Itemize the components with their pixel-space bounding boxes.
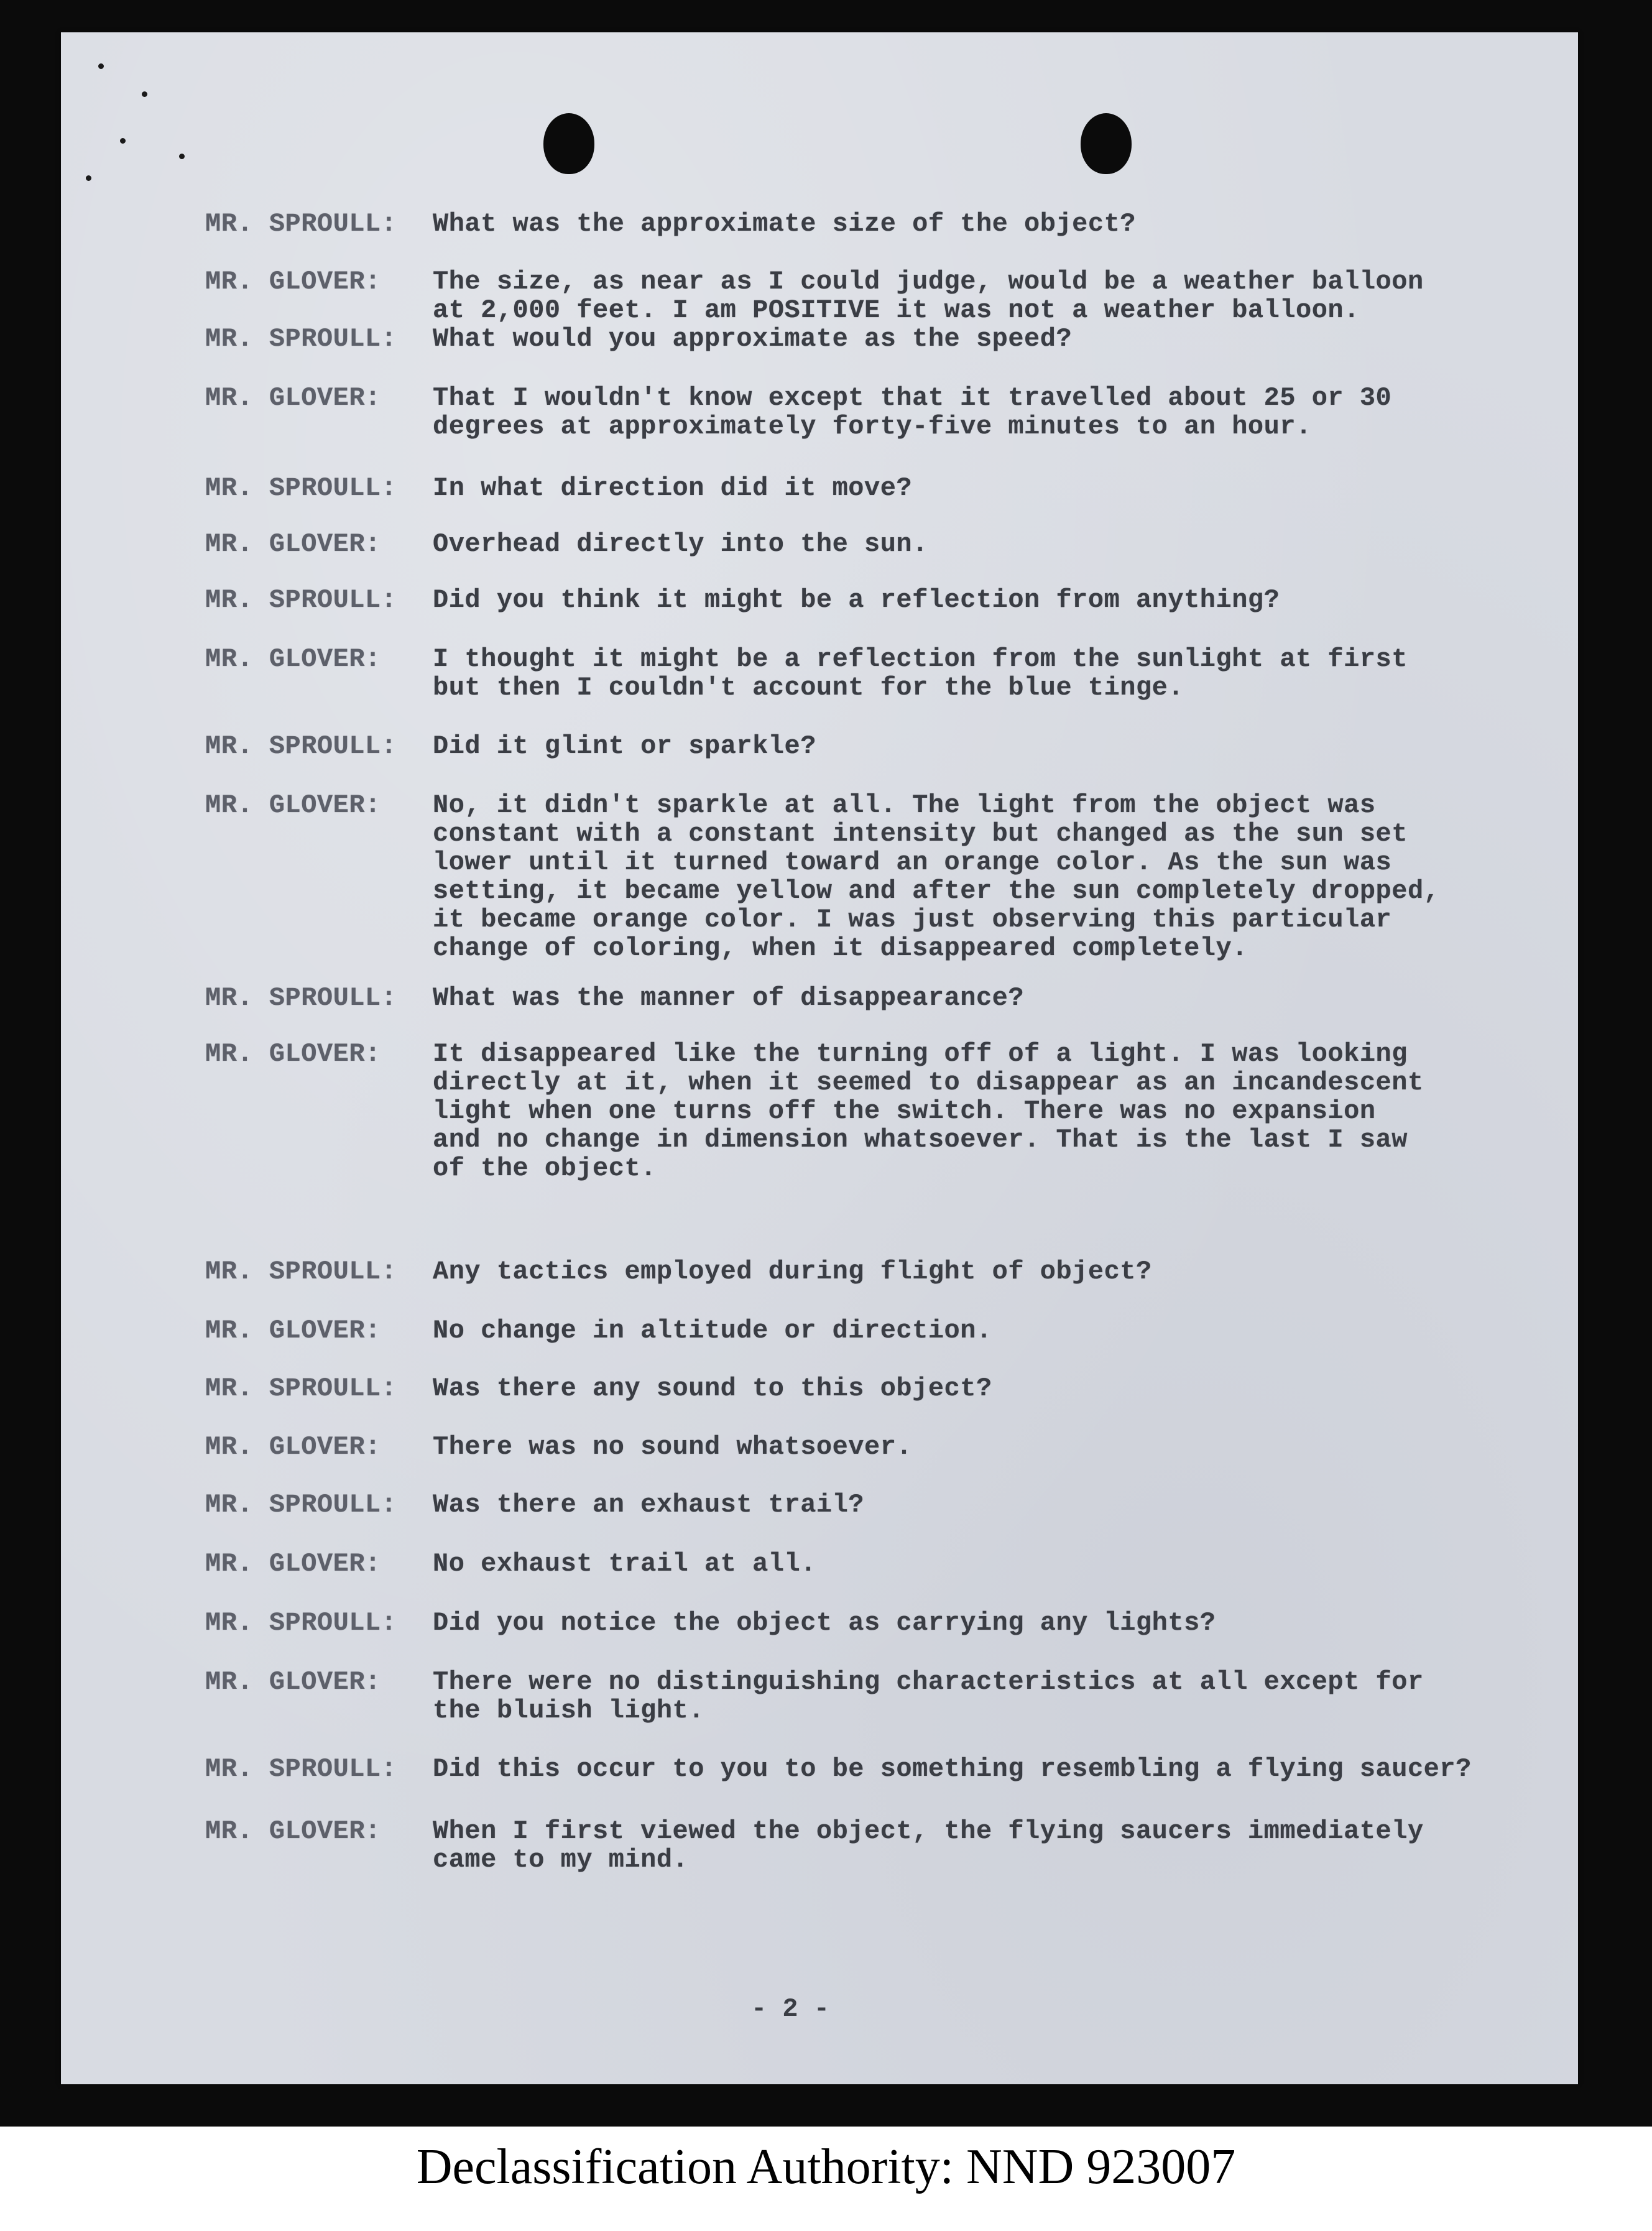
speech-text: Was there any sound to this object? [433, 1374, 992, 1403]
speech-text: The size, as near as I could judge, would be a weather balloon at 2,000 feet. I am POSITIVE it was not a weather balloon. [433, 267, 1424, 325]
speech-text: Was there an exhaust trail? [433, 1490, 865, 1520]
speech-text: No exhaust trail at all. [433, 1549, 816, 1579]
speaker-label: MR. SPROULL: [205, 731, 397, 761]
transcript-exchange [205, 1316, 1541, 1345]
transcript-exchange [205, 1257, 1541, 1286]
transcript-exchange [205, 384, 1541, 441]
speaker-label: MR. GLOVER: [205, 790, 381, 820]
speech-text: Did this occur to you to be something resembling a flying saucer? [433, 1754, 1472, 1784]
transcript-exchange [205, 1040, 1541, 1183]
speech-text: Did it glint or sparkle? [433, 731, 816, 761]
speech-text: Any tactics employed during flight of object? [433, 1257, 1152, 1286]
page-number: - 2 - [751, 1994, 830, 2024]
speech-text: It disappeared like the turning off of a light. I was looking directly at it, when it seemed to disappear as an incandescent light when one turns off the switch. There was no expansion and no change in dimension whatsoever. That is the last I saw of the object. [433, 1039, 1424, 1183]
speech-text: No change in altitude or direction. [433, 1316, 992, 1346]
speech-text: When I first viewed the object, the flying saucers immediately came to my mind. [433, 1816, 1424, 1875]
speech-text: That I wouldn't know except that it travelled about 25 or 30 degrees at approximately forty-five minutes to an hour. [433, 383, 1392, 441]
speaker-label: MR. SPROULL: [205, 585, 397, 615]
transcript-exchange [205, 1550, 1541, 1578]
transcript-exchange [205, 325, 1541, 353]
speaker-label: MR. SPROULL: [205, 1490, 397, 1520]
speech-text: In what direction did it move? [433, 473, 913, 503]
transcript-exchange [205, 1374, 1541, 1403]
speaker-label: MR. SPROULL: [205, 473, 397, 503]
speech-text: Did you think it might be a reflection from anything? [433, 585, 1280, 615]
interview-transcript [61, 32, 1578, 2084]
speech-text: I thought it might be a reflection from the sunlight at first but then I couldn't account for the blue tinge. [433, 644, 1408, 703]
speech-text: Overhead directly into the sun. [433, 529, 928, 559]
transcript-exchange [205, 530, 1541, 558]
speaker-label: MR. SPROULL: [205, 209, 397, 239]
speaker-label: MR. GLOVER: [205, 1316, 381, 1346]
speaker-label: MR. GLOVER: [205, 529, 381, 559]
speaker-label: MR. GLOVER: [205, 1549, 381, 1579]
speaker-label: MR. SPROULL: [205, 1257, 397, 1286]
speech-text: There was no sound whatsoever. [433, 1432, 913, 1462]
speaker-label: MR. SPROULL: [205, 983, 397, 1013]
transcript-exchange [205, 1490, 1541, 1519]
speech-text: Did you notice the object as carrying any lights? [433, 1608, 1216, 1638]
speaker-label: MR. SPROULL: [205, 1754, 397, 1784]
speaker-label: MR. GLOVER: [205, 383, 381, 413]
speaker-label: MR. SPROULL: [205, 324, 397, 354]
speaker-label: MR. SPROULL: [205, 1608, 397, 1638]
speaker-label: MR. GLOVER: [205, 267, 381, 297]
speech-text: What was the manner of disappearance? [433, 983, 1025, 1013]
transcript-exchange [205, 1668, 1541, 1725]
transcript-exchange [205, 267, 1541, 325]
speaker-label: MR. GLOVER: [205, 1667, 381, 1697]
speech-text: What would you approximate as the speed? [433, 324, 1073, 354]
speaker-label: MR. GLOVER: [205, 1039, 381, 1069]
speaker-label: MR. SPROULL: [205, 1374, 397, 1403]
document-page [61, 32, 1578, 2084]
transcript-exchange [205, 474, 1541, 502]
transcript-exchange [205, 645, 1541, 702]
speech-text: No, it didn't sparkle at all. The light from the object was constant with a constant intensity but changed as the sun set lower until it turned toward an orange color. As the sun was setting, it became yellow and after the sun completely dropped, it became orange color. I was just observing this particular change of coloring, when it disappeared completely. [433, 790, 1440, 963]
transcript-exchange [205, 1817, 1541, 1874]
speech-text: What was the approximate size of the object? [433, 209, 1136, 239]
speech-text: There were no distinguishing characteristics at all except for the bluish light. [433, 1667, 1424, 1725]
transcript-exchange [205, 791, 1541, 963]
transcript-exchange [205, 586, 1541, 614]
transcript-exchange [205, 732, 1541, 760]
transcript-exchange [205, 984, 1541, 1012]
transcript-exchange [205, 210, 1541, 238]
declassification-caption: Declassification Authority: NND 923007 [416, 2140, 1236, 2194]
speaker-label: MR. GLOVER: [205, 644, 381, 674]
transcript-exchange [205, 1609, 1541, 1637]
transcript-exchange [205, 1433, 1541, 1461]
speaker-label: MR. GLOVER: [205, 1816, 381, 1846]
transcript-exchange [205, 1755, 1541, 1783]
speaker-label: MR. GLOVER: [205, 1432, 381, 1462]
